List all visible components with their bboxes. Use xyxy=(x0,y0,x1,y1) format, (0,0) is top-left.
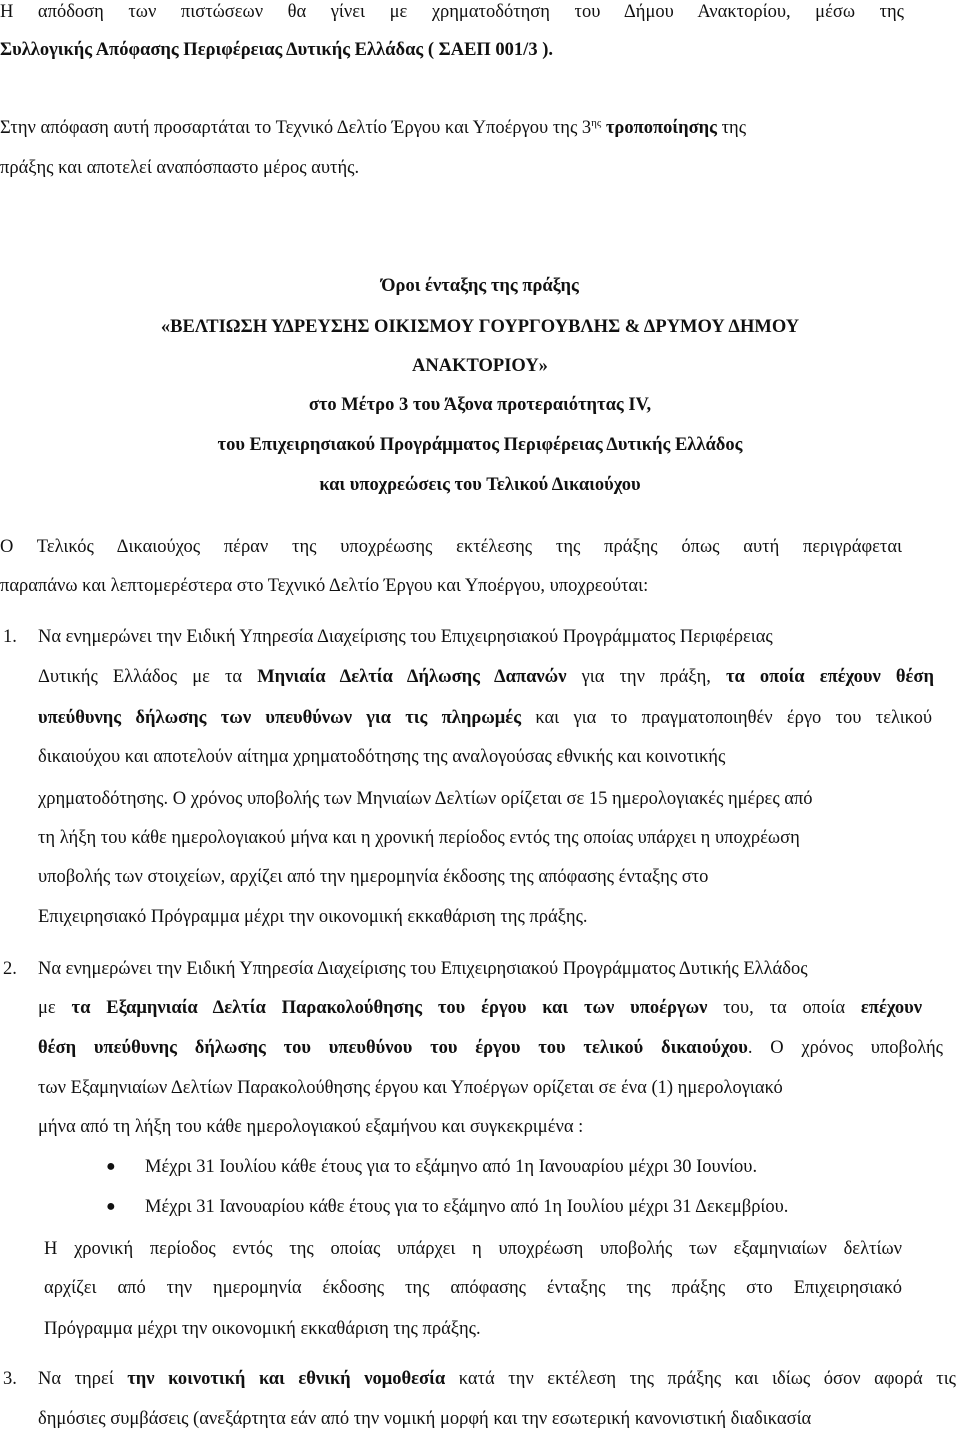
item-3-number: 3. xyxy=(3,1369,17,1389)
item-1-line-3 xyxy=(38,709,932,728)
bullet-icon: ● xyxy=(106,1198,116,1215)
item-2-number: 2. xyxy=(3,959,17,979)
item-1-text-2c: για την πράξη, xyxy=(581,667,711,687)
intro-line-1 xyxy=(0,3,904,22)
item-2-para-line-1 xyxy=(44,1240,902,1259)
item-2-text-3a: θέση υπεύθυνης δήλωσης του υπευθύνου του έργου του τελικού δικαιούχου xyxy=(38,1038,748,1058)
item-2-line-2 xyxy=(38,999,922,1018)
item-2-para-line-2 xyxy=(44,1279,902,1298)
item-1-text-3a: υπεύθυνης δήλωσης των υπευθύνων για τις πληρωμές xyxy=(38,708,522,728)
item-2-para-text-1: Η χρονική περίοδος εντός της οποίας υπάρχει η υποχρέωση υποβολής των εξαμηνιαίων δελτίων xyxy=(44,1239,902,1259)
item-1-line-5: χρηματοδότησης. Ο χρόνος υποβολής των Μηνιαίων Δελτίων ορίζεται σε 15 ημερολογιακές ημέρες από xyxy=(38,789,813,809)
project-title-line-1: «ΒΕΛΤΙΩΣΗ ΥΔΡΕΥΣΗΣ ΟΙΚΙΣΜΟΥ ΓΟΥΡΓΟΥΒΛΗΣ & ΔΡΥΜΟΥ ΔΗΜΟΥ xyxy=(160,317,800,337)
item-3-line-1 xyxy=(38,1370,956,1389)
item-2-text-2d: επέχουν xyxy=(860,998,922,1018)
bullet-icon: ● xyxy=(106,1158,116,1175)
intro-line-4: πράξης και αποτελεί αναπόσπαστο μέρος αυτής. xyxy=(0,158,360,178)
bullet-item-2: Μέχρι 31 Ιανουαρίου κάθε έτους για το εξάμηνο από 1η Ιουλίου μέχρι 31 Δεκεμβρίου. xyxy=(145,1197,789,1217)
item-1-text-2a: Δυτικής Ελλάδος με τα xyxy=(38,667,243,687)
item-3-text-1c: κατά την εκτέλεση της πράξης και ιδίως όσον αφορά τις xyxy=(458,1369,956,1389)
heading-programme: του Επιχειρησιακού Προγράμματος Περιφέρειας Δυτικής Ελλάδος xyxy=(217,435,743,455)
item-2-line-4: των Εξαμηνιαίων Δελτίων Παρακολούθησης έργου και Υποέργων ορίζεται σε ένα (1) ημερολογιακό xyxy=(38,1078,783,1098)
item-2-line-5: μήνα από τη λήξη του κάθε ημερολογιακού εξαμήνου και συγκεκριμένα : xyxy=(38,1117,584,1137)
semiannual-reports: τα Εξαμηνιαία Δελτία Παρακολούθησης του έργου και των υποέργων xyxy=(71,998,708,1018)
legislation-phrase: την κοινοτική και εθνική νομοθεσία xyxy=(127,1369,446,1389)
item-2-para-text-2: αρχίζει από την ημερομηνία έκδοσης της απόφασης ένταξης της πράξης στο Επιχειρησιακό xyxy=(44,1278,902,1298)
item-1-text-3b: και για το πραγματοποιηθέν έργο του τελικού xyxy=(535,708,933,728)
item-1-line-8: Επιχειρησιακό Πρόγραμμα μέχρι την οικονομική εκκαθάριση της πράξης. xyxy=(38,907,588,927)
lead-text-1: Ο Τελικός Δικαιούχος πέραν της υποχρέωσης εκτέλεσης της πράξης όπως αυτή περιγράφεται xyxy=(0,537,902,557)
item-3-line-2: δημόσιες συμβάσεις (ανεξάρτητα εάν από την νομική μορφή και την εσωτερική κανονιστική διαδικασία xyxy=(38,1409,812,1429)
monthly-reports: Μηνιαία Δελτία Δήλωσης Δαπανών xyxy=(257,667,567,687)
section-heading: Όροι ένταξης της πράξης xyxy=(381,276,579,296)
heading-obligations: και υποχρεώσεις του Τελικού Δικαιούχου xyxy=(319,475,641,495)
amendment-word: τροποποίησης xyxy=(605,118,717,138)
item-1-line-2 xyxy=(38,668,934,687)
item-1-line-4: δικαιούχου και αποτελούν αίτημα χρηματοδότησης της αναλογούσας εθνικής και κοινοτικής xyxy=(38,747,726,767)
intro-line-2: Συλλογικής Απόφασης Περιφέρειας Δυτικής Ελλάδας ( ΣΑΕΠ 001/3 ). xyxy=(0,40,553,60)
item-2-line-1: Να ενημερώνει την Ειδική Υπηρεσία Διαχείρισης του Επιχειρησιακού Προγράμματος Δυτικής Ελλάδος xyxy=(38,959,808,979)
ordinal-superscript: ης xyxy=(591,116,602,129)
item-1-line-1: Να ενημερώνει την Ειδική Υπηρεσία Διαχείρισης του Επιχειρησιακού Προγράμματος Περιφέρειας xyxy=(38,627,773,647)
intro-text-1: Η απόδοση των πιστώσεων θα γίνει με χρηματοδότηση του Δήμου Ανακτορίου, μέσω της xyxy=(0,2,904,22)
heading-measure: στο Μέτρο 3 του Άξονα προτεραιότητας IV, xyxy=(308,395,652,415)
item-2-line-3-wrap xyxy=(38,1038,943,1058)
lead-line-2: παραπάνω και λεπτομερέστερα στο Τεχνικό Δελτίο Έργου και Υποέργου, υποχρεούται: xyxy=(0,576,649,596)
item-1-line-7: υποβολής των στοιχείων, αρχίζει από την ημερομηνία έκδοσης της απόφασης ένταξης στο xyxy=(38,867,709,887)
bullet-item-1: Μέχρι 31 Ιουλίου κάθε έτους για το εξάμηνο από 1η Ιανουαρίου μέχρι 30 Ιουνίου. xyxy=(145,1157,758,1177)
project-title-line-2: ΑΝΑΚΤΟΡΙΟΥ» xyxy=(412,356,548,376)
item-2-text-2a: με xyxy=(38,998,56,1018)
item-2-text-3b: . Ο χρόνος υποβολής xyxy=(747,1038,943,1058)
item-3-text-1a: Να τηρεί xyxy=(38,1369,114,1389)
item-1-number: 1. xyxy=(3,627,17,647)
item-2-text-2c: του, τα οποία xyxy=(723,998,846,1018)
lead-line-1 xyxy=(0,538,902,557)
item-1-text-2d: τα οποία επέχουν θέση xyxy=(725,667,934,687)
item-1-line-6: τη λήξη του κάθε ημερολογιακού μήνα και η χρονική περίοδος εντός της οποίας υπάρχει η υποχρέωση xyxy=(38,828,800,848)
item-2-para-line-3: Πρόγραμμα μέχρι την οικονομική εκκαθάριση της πράξης. xyxy=(44,1319,481,1339)
intro-line-3 xyxy=(0,116,747,138)
item-2-line-3 xyxy=(38,1039,943,1058)
intro-text-3a: Στην απόφαση αυτή προσαρτάται το Τεχνικό Δελτίο Έργου και Υποέργου της 3 xyxy=(0,118,592,138)
intro-text-3c: της xyxy=(721,118,747,138)
